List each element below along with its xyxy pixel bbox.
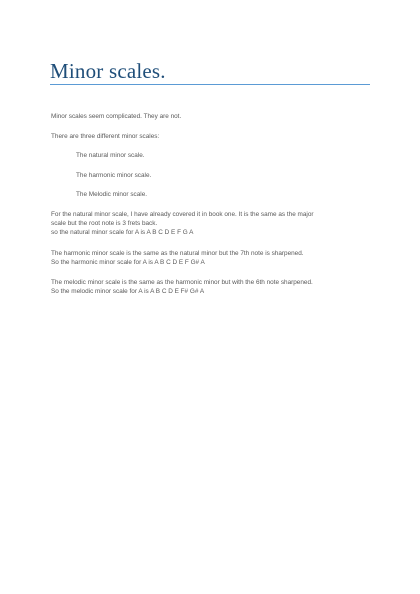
harmonic-line-2: So the harmonic minor scale for A is A B C D E F G# A [51, 259, 205, 266]
harmonic-line-1: The harmonic minor scale is the same as the natural minor but the 7th note is sharpened. [51, 250, 304, 257]
melodic-line-2: So the melodic minor scale for A is A B C D E F# G# A [51, 288, 205, 295]
natural-minor-paragraph [51, 210, 371, 237]
melodic-line-1: The melodic minor scale is the same as the harmonic minor but with the 6th note sharpened. [51, 279, 313, 286]
title-underline [50, 84, 370, 85]
page-title: Minor scales. [50, 59, 166, 83]
list-item-melodic: The Melodic minor scale. [76, 191, 148, 198]
list-item-harmonic: The harmonic minor scale. [76, 172, 152, 179]
natural-line-3: so the natural minor scale for A is A B C D E F G A [51, 229, 194, 236]
harmonic-minor-paragraph [51, 249, 371, 267]
list-item-natural: The natural minor scale. [76, 152, 145, 159]
intro-paragraph: Minor scales seem complicated. They are not. [51, 113, 182, 120]
three-types-paragraph: There are three different minor scales: [51, 133, 160, 140]
natural-line-2: scale but the root note is 3 frets back. [51, 220, 158, 227]
natural-line-1: For the natural minor scale, I have already covered it in book one. It is the same as the major [51, 211, 314, 218]
melodic-minor-paragraph [51, 278, 371, 296]
